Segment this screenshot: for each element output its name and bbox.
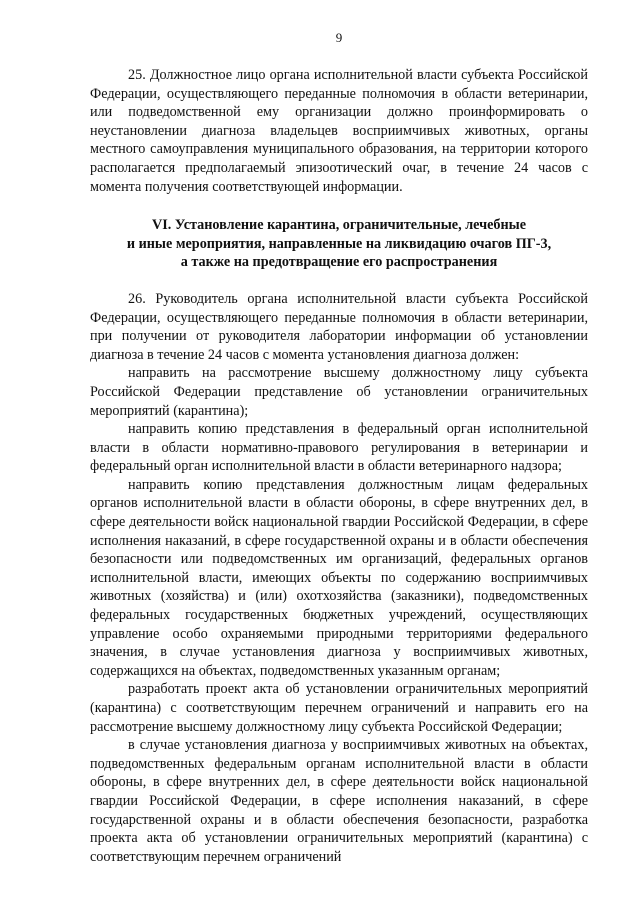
document-page bbox=[90, 30, 588, 866]
list-item-5: в случае установления диагноза у восприимчивых животных на объектах, подведомственных федеральным органам исполнительной власти в области обороны, в сфере внутренних дел, в сфере деятельности войск национальной гвардии Российской Федерации, в сфере исполнения наказаний, в сфере государственной охраны и в области обеспечения безопасности, разработка проекта акта об установлении ограничительных мероприятий (карантина) с соответствующим перечнем ограничений bbox=[90, 737, 588, 865]
section-heading-line-3: а также на предотвращение его распространения bbox=[180, 254, 498, 271]
section-heading bbox=[90, 216, 588, 272]
paragraph-26: 26. Руководитель органа исполнительной власти субъекта Российской Федерации, осуществляющего переданные полномочия в области ветеринарии, при получении от руководителя лаборатории информации об установлении диагноза в течение 24 часов с момента установления диагноза должен: bbox=[90, 290, 588, 363]
list-item-3: направить копию представления должностным лицам федеральных органов исполнительной власти в области обороны, в сфере внутренних дел, в сфере деятельности войск национальной гвардии Российской Федерации, в сфере исполнения наказаний, в сфере государственной охраны и в области обеспечения безопасности или подведомственных им организаций, федеральных органов исполнительной власти, имеющих объекты по содержанию восприимчивых животных (хозяйства) и (или) охотхозяйства (заказники), подведомственных федеральных государственных бюджетных учреждений, осуществляющих управление особо охраняемыми природными территориями федерального значения, в случае установления диагноза у восприимчивых животных, содержащихся на объектах, подведомственных указанным органам; bbox=[90, 476, 588, 679]
list-item-1: направить на рассмотрение высшему должностному лицу субъекта Российской Федерации представление об установлении ограничительных мероприятий (карантина); bbox=[90, 365, 588, 419]
section-heading-line-2: и иные мероприятия, направленные на ликвидацию очагов ПГ-3, bbox=[126, 235, 552, 252]
paragraph-25: 25. Должностное лицо органа исполнительной власти субъекта Российской Федерации, осуществляющего переданные полномочия в области ветеринарии, или подведомственной ему организации должно проинформировать о неустановлении диагноза владельцев восприимчивых животных, органы местного самоуправления муниципального образования, на территории которого располагается предполагаемый эпизоотический очаг, в течение 24 часов с момента получения соответствующей информации. bbox=[90, 67, 588, 195]
page-number: 9 bbox=[335, 30, 343, 45]
section-heading-line-1: VI. Установление карантина, ограничительные, лечебные bbox=[151, 217, 527, 234]
list-item-4: разработать проект акта об установлении ограничительных мероприятий (карантина) с соответствующим перечнем ограничений и направить его на рассмотрение высшему должностному лицу субъекта Российской Федерации; bbox=[90, 681, 588, 735]
list-item-2: направить копию представления в федеральный орган исполнительной власти в области нормативно-правового регулирования в ветеринарии и федеральный орган исполнительной власти в области ветеринарного надзора; bbox=[90, 421, 588, 475]
